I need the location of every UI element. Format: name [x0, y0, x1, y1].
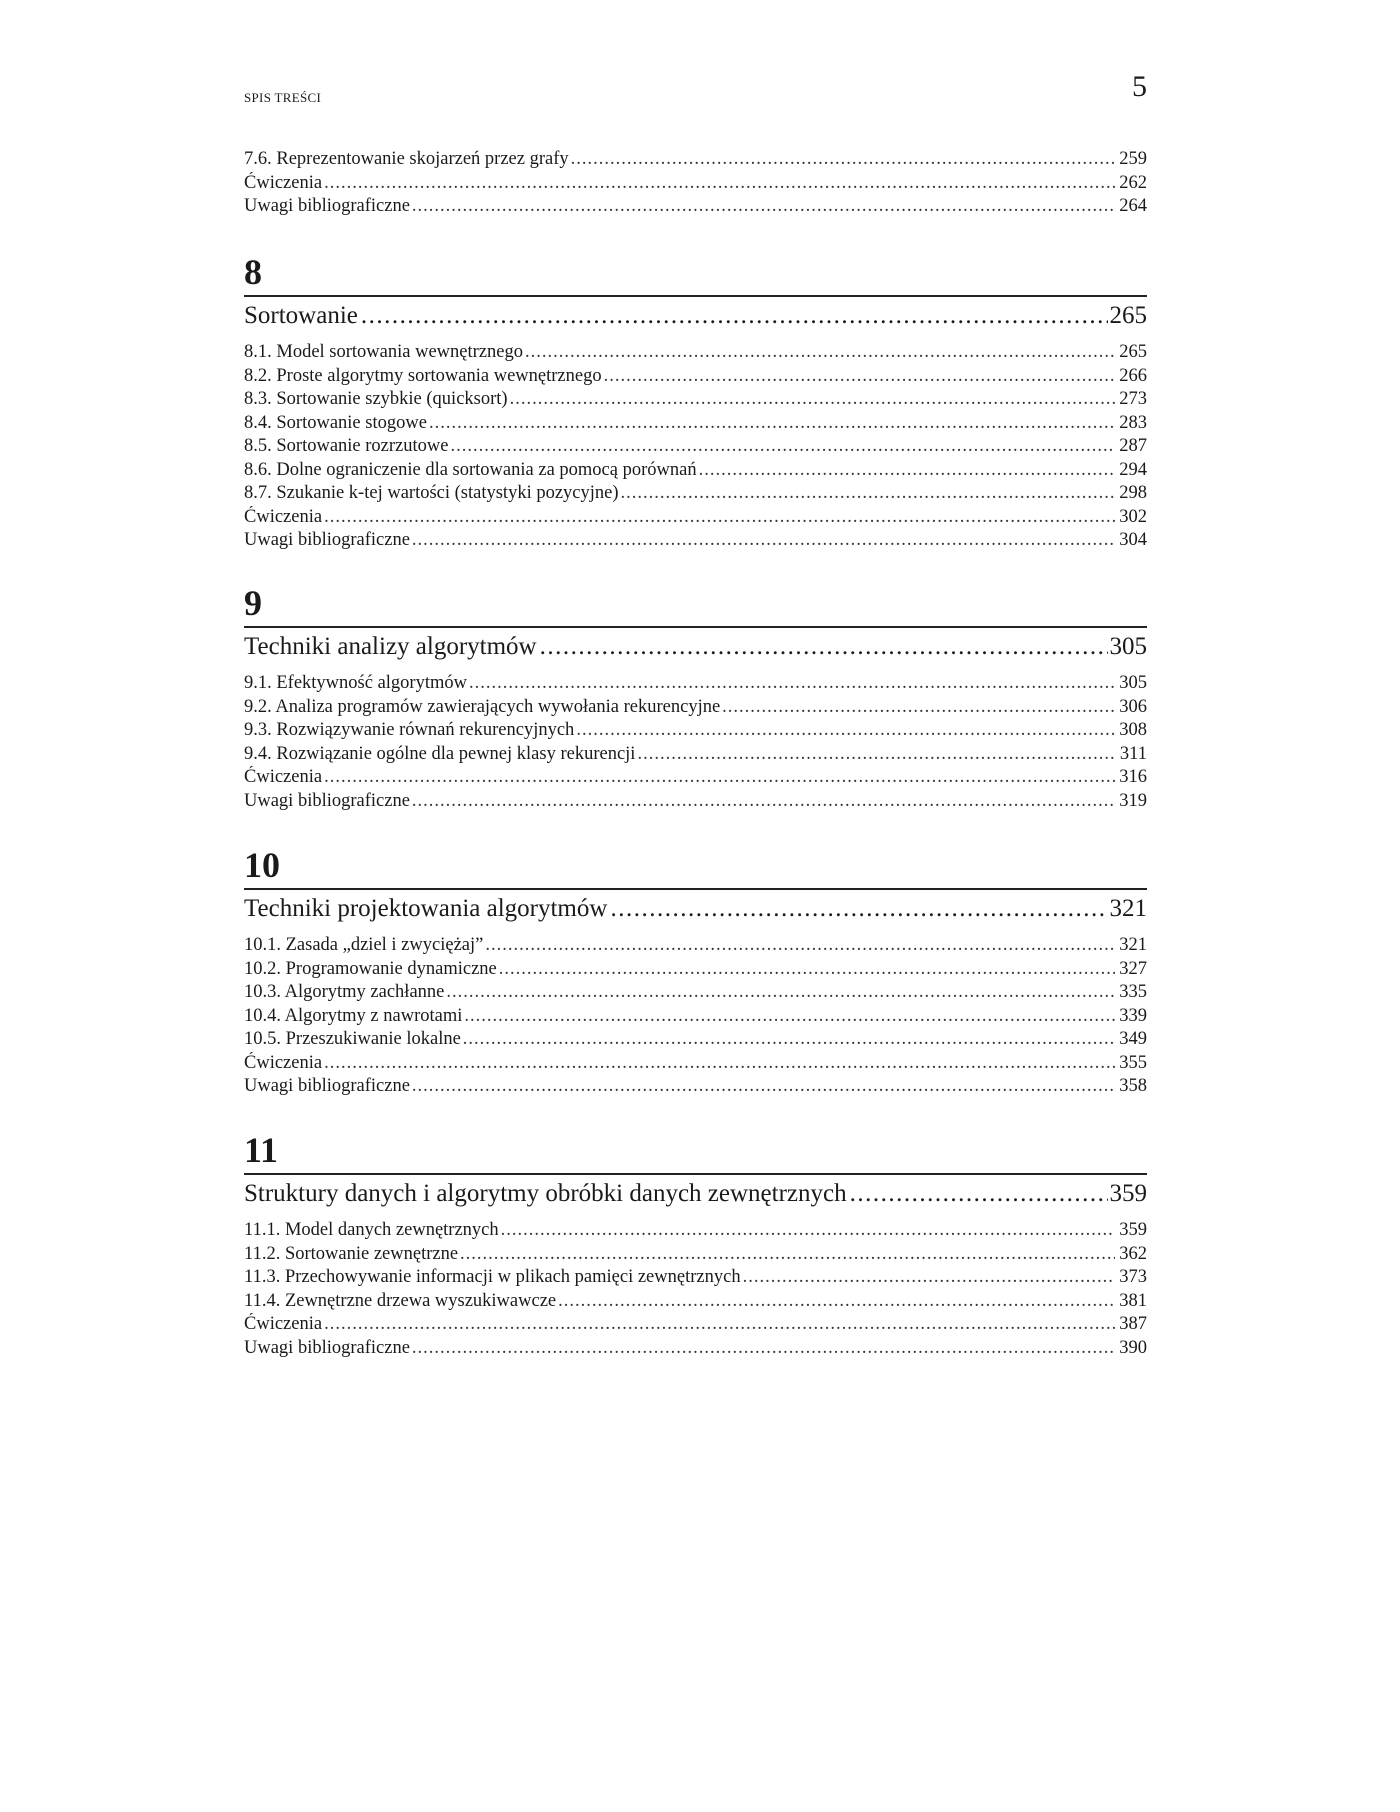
toc-entry — [244, 672, 1147, 696]
chapter-entries — [244, 341, 1147, 553]
dot-leader — [604, 365, 1116, 389]
dot-leader — [412, 529, 1115, 553]
toc-entry — [244, 506, 1147, 530]
dot-leader — [499, 958, 1115, 982]
toc-entry-page: 302 — [1119, 506, 1147, 527]
toc-entry-page: 304 — [1119, 530, 1147, 550]
toc-entry-label: 8.5. Sortowanie rozrzutowe — [244, 436, 449, 456]
dot-leader — [501, 1219, 1116, 1243]
dot-leader — [464, 1005, 1115, 1029]
chapter-9 — [244, 585, 1147, 813]
chapter-page: 321 — [1109, 895, 1147, 922]
chapter-10 — [244, 847, 1147, 1099]
chapter-title: Sortowanie — [244, 302, 358, 329]
dot-leader — [460, 1243, 1115, 1267]
dot-leader — [722, 696, 1115, 720]
chapter-entries — [244, 934, 1147, 1099]
toc-entry-page: 262 — [1119, 172, 1147, 193]
toc-entry — [244, 958, 1147, 982]
toc-continuation — [244, 148, 1147, 219]
toc-entry-page: 339 — [1119, 1005, 1147, 1026]
toc-entry-label: Uwagi bibliograficzne — [244, 196, 410, 216]
chapter-title-row — [244, 890, 1147, 928]
toc-entry — [244, 766, 1147, 790]
toc-entry-label: Ćwiczenia — [244, 506, 323, 527]
toc-entry-label: 9.3. Rozwiązywanie równań rekurencyjnych — [244, 720, 575, 740]
toc-entry — [244, 482, 1147, 506]
toc-entry-label: 11.3. Przechowywanie informacji w plikach pamięci zewnętrznych — [244, 1267, 741, 1287]
toc-entry-label: 11.1. Model danych zewnętrznych — [244, 1220, 499, 1240]
toc-entry-page: 308 — [1119, 720, 1147, 740]
dot-leader — [540, 628, 1108, 666]
toc-entry — [244, 195, 1147, 219]
dot-leader — [324, 172, 1115, 196]
dot-leader — [621, 482, 1116, 506]
dot-leader — [469, 672, 1115, 696]
toc-entry-label: 9.1. Efektywność algorytmów — [244, 673, 467, 693]
dot-leader — [637, 743, 1115, 767]
toc-entry-page: 298 — [1119, 483, 1147, 503]
toc-entry-label: Ćwiczenia — [244, 1314, 323, 1334]
dot-leader — [412, 790, 1115, 814]
toc-entry-page: 390 — [1119, 1337, 1147, 1358]
toc-entry-page: 283 — [1119, 412, 1147, 433]
toc-entry — [244, 1243, 1147, 1267]
toc-entry — [244, 934, 1147, 958]
toc-entry — [244, 148, 1147, 172]
toc-entry — [244, 459, 1147, 483]
toc-entry-page: 305 — [1119, 673, 1147, 693]
chapter-page: 265 — [1109, 302, 1147, 329]
toc-entry — [244, 790, 1147, 814]
toc-entry-page: 321 — [1119, 935, 1147, 955]
chapter-title: Techniki analizy algorytmów — [244, 633, 537, 660]
dot-leader — [850, 1175, 1108, 1213]
toc-entry — [244, 743, 1147, 767]
dot-leader — [361, 297, 1108, 335]
toc-entry — [244, 1052, 1147, 1076]
toc-entry-label: 8.3. Sortowanie szybkie (quicksort) — [244, 389, 508, 409]
toc-entry-page: 327 — [1119, 958, 1147, 979]
toc-entry-label: 11.4. Zewnętrzne drzewa wyszukiwawcze — [244, 1290, 557, 1311]
chapter-entries — [244, 1219, 1147, 1360]
chapter-page: 305 — [1109, 633, 1147, 660]
toc-entry — [244, 341, 1147, 365]
toc-entry — [244, 1313, 1147, 1337]
toc-entry-page: 358 — [1119, 1076, 1147, 1096]
toc-entry-label: 10.5. Przeszukiwanie lokalne — [244, 1029, 461, 1049]
chapter-11 — [244, 1132, 1147, 1360]
dot-leader — [412, 195, 1115, 219]
toc-entry-page: 266 — [1119, 365, 1147, 386]
toc-entry-page: 373 — [1119, 1267, 1147, 1287]
page-header — [244, 72, 1147, 112]
toc-entry-page: 355 — [1119, 1052, 1147, 1073]
dot-leader — [743, 1266, 1116, 1290]
chapter-page: 359 — [1109, 1180, 1147, 1207]
toc-entry-page: 381 — [1119, 1290, 1147, 1311]
chapter-number: 8 — [244, 252, 262, 292]
dot-leader — [429, 412, 1115, 436]
toc-entry — [244, 1219, 1147, 1243]
toc-entry — [244, 981, 1147, 1005]
dot-leader — [412, 1337, 1115, 1361]
dot-leader — [463, 1028, 1115, 1052]
toc-entry-label: Ćwiczenia — [244, 767, 323, 787]
chapter-number: 9 — [244, 583, 262, 623]
toc-entry-page: 259 — [1119, 149, 1147, 169]
toc-entry-label: Uwagi bibliograficzne — [244, 1337, 410, 1358]
chapter-number: 11 — [244, 1130, 279, 1170]
dot-leader — [610, 890, 1107, 928]
chapter-number: 10 — [244, 845, 280, 885]
toc-entry-page: 319 — [1119, 790, 1147, 811]
toc-entry-label: 10.2. Programowanie dynamiczne — [244, 958, 497, 979]
toc-entry-label: Uwagi bibliograficzne — [244, 1076, 410, 1096]
toc-entry-label: 9.4. Rozwiązanie ogólne dla pewnej klasy rekurencji — [244, 743, 636, 764]
toc-entry-label: 9.2. Analiza programów zawierających wywołania rekurencyjne — [244, 696, 721, 717]
toc-entry-label: 8.4. Sortowanie stogowe — [244, 412, 427, 433]
toc-entry-label: 10.1. Zasada „dziel i zwyciężaj” — [244, 935, 484, 955]
chapter-title-row — [244, 628, 1147, 666]
toc-entry — [244, 1290, 1147, 1314]
toc-entry-label: 8.1. Model sortowania wewnętrznego — [244, 342, 523, 362]
toc-entry-page: 306 — [1119, 696, 1147, 717]
toc-entry-label: 8.7. Szukanie k-tej wartości (statystyki pozycyjne) — [244, 483, 619, 503]
toc-entry-page: 264 — [1119, 196, 1147, 216]
toc-entry-label: 10.4. Algorytmy z nawrotami — [244, 1005, 463, 1026]
toc-entry-page: 287 — [1119, 436, 1147, 456]
toc-entry-page: 311 — [1119, 743, 1147, 764]
chapter-title-row — [244, 297, 1147, 335]
dot-leader — [525, 341, 1115, 365]
toc-entry-label: 7.6. Reprezentowanie skojarzeń przez grafy — [244, 149, 569, 169]
toc-entry — [244, 412, 1147, 436]
toc-entry-page: 294 — [1119, 459, 1147, 480]
toc-entry — [244, 1266, 1147, 1290]
toc-entry — [244, 1028, 1147, 1052]
toc-entry-page: 335 — [1119, 982, 1147, 1002]
toc-entry — [244, 388, 1147, 412]
chapter-title: Struktury danych i algorytmy obróbki danych zewnętrznych — [244, 1180, 847, 1207]
toc-entry — [244, 172, 1147, 196]
page-number: 5 — [1132, 70, 1147, 103]
toc-entry-page: 362 — [1119, 1243, 1147, 1264]
dot-leader — [450, 435, 1115, 459]
dot-leader — [558, 1290, 1115, 1314]
dot-leader — [485, 934, 1115, 958]
toc-entry — [244, 365, 1147, 389]
toc-entry — [244, 529, 1147, 553]
chapter-title: Techniki projektowania algorytmów — [244, 895, 608, 922]
chapter-entries — [244, 672, 1147, 813]
toc-entry-label: 8.6. Dolne ograniczenie dla sortowania za pomocą porównań — [244, 459, 697, 480]
toc-entry-page: 349 — [1119, 1029, 1147, 1049]
toc-entry — [244, 1075, 1147, 1099]
toc-entry-page: 265 — [1119, 342, 1147, 362]
dot-leader — [576, 719, 1115, 743]
dot-leader — [324, 1313, 1115, 1337]
toc-entry-page: 316 — [1119, 767, 1147, 787]
dot-leader — [510, 388, 1116, 412]
toc-entry-page: 359 — [1119, 1220, 1147, 1240]
toc-entry-page: 387 — [1119, 1314, 1147, 1334]
toc-entry-label: 11.2. Sortowanie zewnętrzne — [244, 1243, 459, 1264]
toc-entry-label: Ćwiczenia — [244, 172, 323, 193]
toc-entry-label: Uwagi bibliograficzne — [244, 790, 410, 811]
toc-entry-label: 8.2. Proste algorytmy sortowania wewnętrznego — [244, 365, 602, 386]
toc-entry-label: 10.3. Algorytmy zachłanne — [244, 982, 445, 1002]
toc-entry — [244, 696, 1147, 720]
dot-leader — [571, 148, 1116, 172]
dot-leader — [699, 459, 1116, 483]
chapter-8 — [244, 254, 1147, 553]
toc-entry — [244, 719, 1147, 743]
chapter-title-row — [244, 1175, 1147, 1213]
dot-leader — [324, 766, 1115, 790]
toc-entry — [244, 1005, 1147, 1029]
toc-entry-label: Uwagi bibliograficzne — [244, 530, 410, 550]
toc-entry — [244, 435, 1147, 459]
dot-leader — [412, 1075, 1115, 1099]
running-head: SPIS TREŚCI — [244, 90, 322, 105]
dot-leader — [446, 981, 1115, 1005]
toc-entry-label: Ćwiczenia — [244, 1052, 323, 1073]
toc-entry — [244, 1337, 1147, 1361]
dot-leader — [324, 506, 1115, 530]
dot-leader — [324, 1052, 1115, 1076]
toc-entry-page: 273 — [1119, 389, 1147, 409]
